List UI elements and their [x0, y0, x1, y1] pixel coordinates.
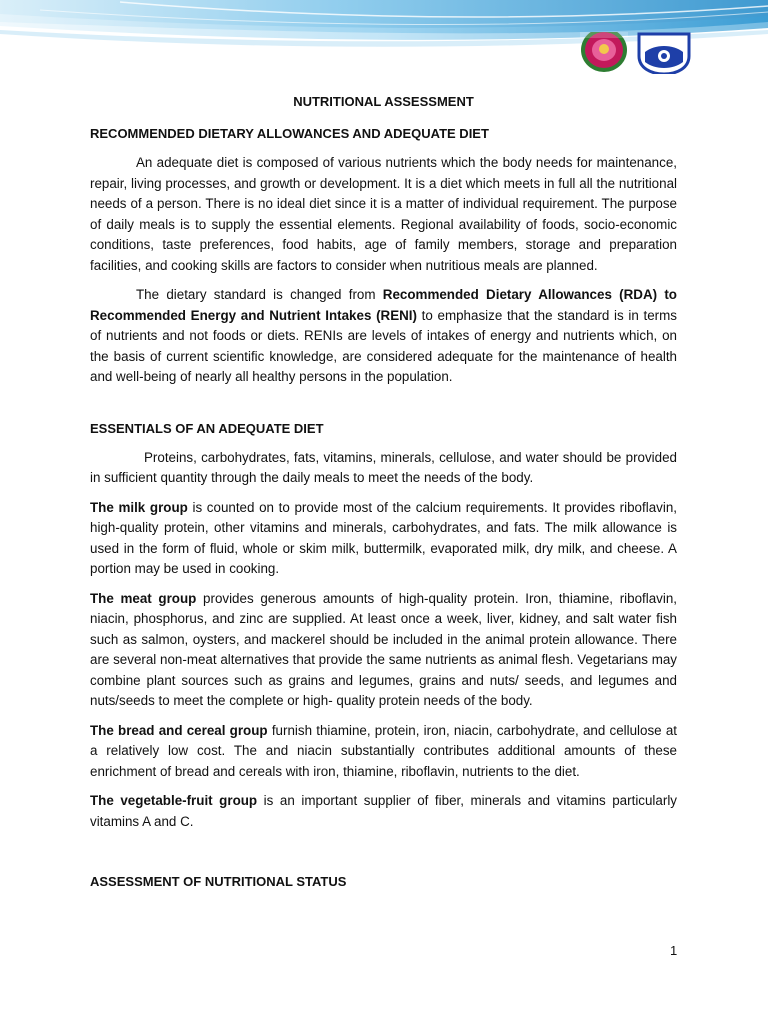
meat-group-label: The meat group	[90, 590, 197, 606]
paragraph-milk-group	[90, 498, 677, 580]
school-seal-icon	[580, 32, 628, 79]
bread-cereal-group-label: The bread and cereal group	[90, 722, 268, 738]
paragraph-bread-cereal-group	[90, 721, 677, 783]
paragraph-meat-group	[90, 589, 677, 712]
vegetable-fruit-group-label: The vegetable-fruit group	[90, 793, 258, 808]
paragraph-adequate-diet: An adequate diet is composed of various nutrients which the body needs for maintenance, repair, living processes, and growth or development. It is a diet which meets in full all the nutritional needs of a person. There is no ideal diet since it is a matter of individual requirement. The purpose of daily meals is to supply the essential elements. Regional availability of foods, socio-economic conditions, taste preferences, food habits, age of family members, storage and preparation facilities, and cooking skills are factors to consider when nutritious meals are planned.	[90, 155, 677, 273]
vegetable-fruit-group-text: is an important supplier of fiber, minerals and vitamins particularly vitamins A and C.	[90, 793, 677, 829]
college-seal-icon	[637, 32, 691, 79]
page-number: 1	[670, 943, 678, 958]
paragraph-dietary-standard	[90, 285, 677, 388]
milk-group-text: is counted on to provide most of the calcium requirements. It provides riboflavin, high-quality protein, other vitamins and minerals, carbohydrates, and fats. The milk allowance is used in the form of fluid, whole or skim milk, buttermilk, evaporated milk, dry milk, and cheese. A portion may be used in cooking.	[90, 499, 677, 576]
section-heading-rda: RECOMMENDED DIETARY ALLOWANCES AND ADEQUATE DIET	[90, 126, 489, 141]
paragraph-dietary-standard-lead: The dietary standard is changed from	[136, 287, 383, 302]
paragraph-dietary-standard-rest: to emphasize that the standard is in terms of nutrients and not foods or diets. RENIs are levels of intakes of energy and nutrients which, on the basis of current scientific knowledge, are considered adequate for the maintenance of health and well-being of nearly all healthy persons in the population.	[90, 307, 677, 384]
section-heading-essentials: ESSENTIALS OF AN ADEQUATE DIET	[90, 420, 324, 436]
section-heading-assessment: ASSESSMENT OF NUTRITIONAL STATUS	[90, 874, 347, 889]
bread-cereal-group-text: furnish thiamine, protein, iron, niacin, carbohydrate, and cellulose at a relatively low cost. The and niacin substantially contributes additional amounts of these enrichment of bread and cereals with iron, thiamine, riboflavin, nutrients to the diet.	[90, 722, 677, 779]
milk-group-label: The milk group	[90, 499, 188, 515]
paragraph-essentials-intro: Proteins, carbohydrates, fats, vitamins, minerals, cellulose, and water should be provided in sufficient quantity through the daily meals to meet the needs of the body.	[90, 449, 677, 485]
document-body	[90, 92, 677, 901]
document-title: NUTRITIONAL ASSESSMENT	[293, 94, 474, 109]
paragraph-vegetable-fruit-group	[90, 791, 677, 832]
paragraph-dietary-standard-bold: Recommended Dietary Allowances (RDA) to Recommended Energy and Nutrient Intakes (RENI)	[90, 287, 677, 323]
meat-group-text: provides generous amounts of high-quality protein. Iron, thiamine, riboflavin, niacin, phosphorus, and zinc are supplied. At least once a week, liver, kidney, and salt water fish such as salmon, oysters, and mackerel should be included in the animal protein allowance. There are several non-meat alternatives that provide the same nutrients as animal flesh. Vegetarians may combine plant sources such as grains and legumes, grains and nuts/ seeds, and legumes and nuts/seeds to meet the complete or high- quality protein needs of the body.	[90, 590, 678, 708]
